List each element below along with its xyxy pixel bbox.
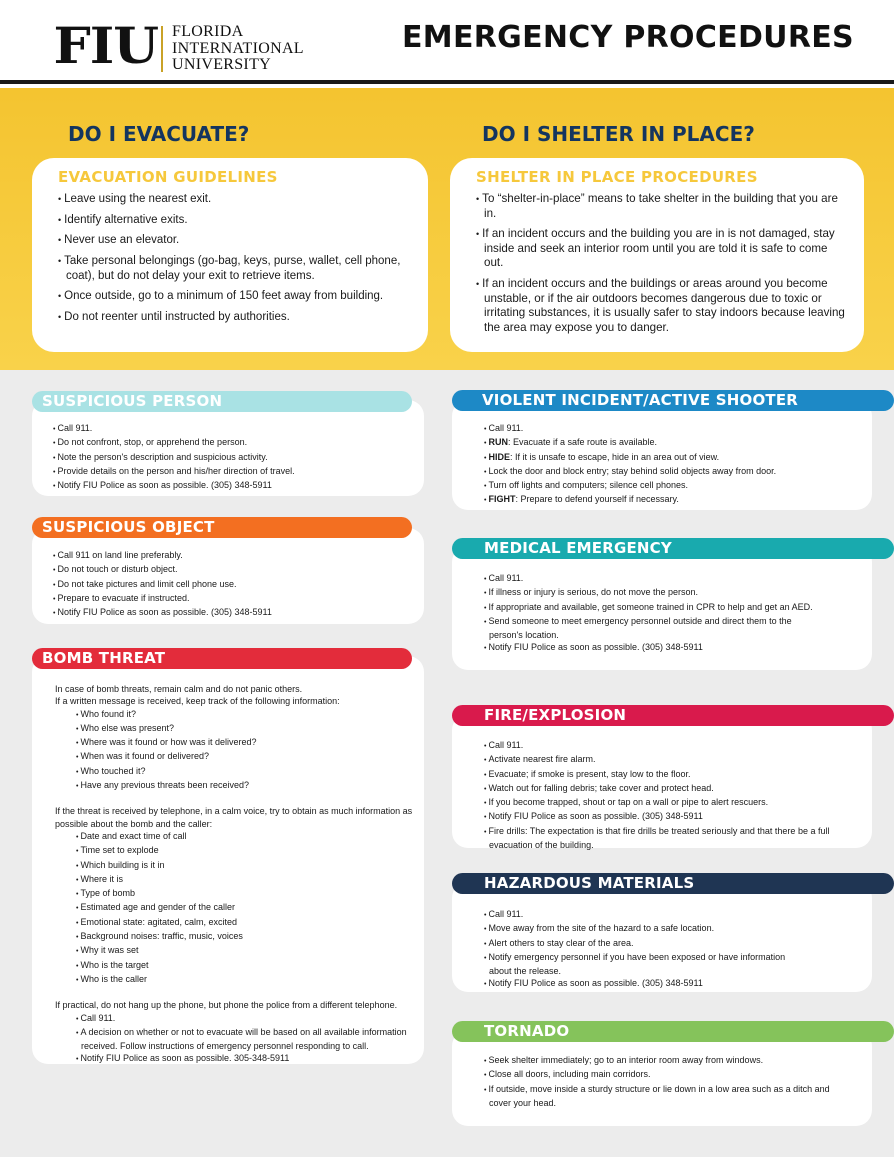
bomb-threat-practical-list	[55, 1012, 415, 1067]
violent-incident-header: VIOLENT INCIDENT/ACTIVE SHOOTER	[452, 390, 894, 411]
logo-line-3: UNIVERSITY	[172, 56, 271, 73]
list-item: • Close all doors, including main corridors.	[484, 1068, 854, 1082]
list-item: • Take personal belongings (go-bag, keys, purse, wallet, cell phone, coat), but do not delay your exit to retrieve items.	[58, 254, 414, 283]
fiu-logo: FIU	[53, 16, 158, 75]
list-item: • Who is the caller	[55, 973, 415, 987]
list-item: • Seek shelter immediately; go to an interior room away from windows.	[484, 1054, 854, 1068]
violent-incident-list	[484, 422, 864, 508]
list-item: • Type of bomb	[55, 887, 415, 901]
university-name	[172, 24, 304, 74]
bomb-threat-written-intro: If a written message is received, keep track of the following information:	[55, 696, 340, 707]
shelter-procedures-title: SHELTER IN PLACE PROCEDURES	[476, 168, 758, 186]
list-item: • Notify FIU Police as soon as possible. 305-348-5911	[55, 1052, 415, 1066]
list-item: • When was it found or delivered?	[55, 750, 415, 764]
list-item: • Estimated age and gender of the caller	[55, 901, 415, 915]
bomb-threat-phone-intro: If the threat is received by telephone, in a calm voice, try to obtain as much information as possible about the bomb and the caller:	[55, 806, 413, 829]
list-item	[484, 436, 864, 450]
list-item: • Move away from the site of the hazard to a safe location.	[484, 922, 804, 936]
violent-incident-body	[484, 422, 864, 508]
list-item: • Call 911 on land line preferably.	[53, 549, 413, 563]
list-item: • If appropriate and available, get someone trained in CPR to help and get an AED.	[484, 601, 824, 615]
list-item: • If you become trapped, shout or tap on a wall or pipe to alert rescuers.	[484, 796, 834, 810]
suspicious-object-header: SUSPICIOUS OBJECT	[32, 517, 412, 538]
suspicious-object-list	[53, 549, 413, 620]
list-item: • Where was it found or how was it delivered?	[55, 736, 415, 750]
list-item: • Who else was present?	[55, 722, 415, 736]
page-header	[0, 0, 894, 84]
list-item: • If illness or injury is serious, do not move the person.	[484, 586, 824, 600]
logo-line-1: FLORIDA	[172, 23, 244, 40]
bomb-threat-practical-intro: If practical, do not hang up the phone, but phone the police from a different telephone.	[55, 1000, 398, 1011]
list-item: • Do not touch or disturb object.	[53, 563, 413, 577]
list-item: • Once outside, go to a minimum of 150 feet away from building.	[58, 289, 414, 304]
list-item: • Activate nearest fire alarm.	[484, 753, 834, 767]
list-item: • Notify FIU Police as soon as possible. (305) 348-5911	[53, 606, 413, 620]
list-item: • Turn off lights and computers; silence cell phones.	[484, 479, 864, 493]
list-item: • Which building is it in	[55, 859, 415, 873]
list-item: • Do not confront, stop, or apprehend the person.	[53, 436, 413, 450]
document-title: EMERGENCY PROCEDURES	[402, 20, 854, 55]
list-item: • Time set to explode	[55, 844, 415, 858]
shelter-procedures-card	[450, 158, 864, 352]
bomb-threat-written-list	[55, 708, 415, 794]
list-item: • If an incident occurs and the building you are in is not damaged, stay inside and seek an interior room until you are told it is safe to come out.	[476, 227, 850, 271]
list-item: • Notify FIU Police as soon as possible. (305) 348-5911	[53, 479, 413, 493]
list-item: • Notify emergency personnel if you have been exposed or have information about the release.	[484, 951, 804, 978]
fight-label: FIGHT	[488, 494, 516, 505]
fire-explosion-header: FIRE/EXPLOSION	[452, 705, 894, 726]
list-item: • Call 911.	[484, 739, 834, 753]
bomb-threat-header: BOMB THREAT	[32, 648, 412, 669]
list-item: • Lock the door and block entry; stay behind solid objects away from door.	[484, 465, 864, 479]
fight-text: : Prepare to defend yourself if necessary.	[515, 494, 679, 505]
list-item: • Call 911.	[53, 422, 413, 436]
suspicious-person-list	[53, 422, 413, 493]
list-item: • Background noises: traffic, music, voices	[55, 930, 415, 944]
fire-explosion-list	[484, 739, 834, 851]
hazardous-materials-list	[484, 908, 804, 992]
list-item: • Call 911.	[55, 1012, 415, 1026]
medical-emergency-body	[484, 572, 824, 656]
list-item: • Who found it?	[55, 708, 415, 722]
list-item: • Notify FIU Police as soon as possible. (305) 348-5911	[484, 977, 804, 991]
tornado-body	[484, 1054, 854, 1109]
evacuation-guidelines-card	[32, 158, 428, 352]
hazardous-materials-body	[484, 908, 804, 992]
list-item: • Why it was set	[55, 944, 415, 958]
list-item: • Emotional state: agitated, calm, excited	[55, 916, 415, 930]
list-item: • Send someone to meet emergency personnel outside and direct them to the person's location.	[484, 615, 824, 642]
suspicious-person-body	[53, 422, 413, 493]
list-item: • Evacuate; if smoke is present, stay low to the floor.	[484, 768, 834, 782]
list-item: • Call 911.	[484, 572, 824, 586]
bomb-threat-intro: In case of bomb threats, remain calm and do not panic others.	[55, 684, 303, 694]
list-item: • Where it is	[55, 873, 415, 887]
run-text: : Evacuate if a safe route is available.	[507, 437, 658, 448]
tornado-list	[484, 1054, 854, 1109]
list-item: • Notify FIU Police as soon as possible. (305) 348-5911	[484, 810, 834, 824]
list-item	[484, 451, 864, 465]
list-item	[484, 493, 864, 507]
list-item: • If outside, move inside a sturdy structure or lie down in a low area such as a ditch and cover your head.	[484, 1083, 854, 1110]
suspicious-person-header: SUSPICIOUS PERSON	[32, 391, 412, 412]
list-item: • A decision on whether or not to evacuate will be based on all available information received. Follow instructions of emergency personnel responding to call.	[55, 1026, 415, 1053]
hide-text: : If it is unsafe to escape, hide in an area out of view.	[509, 451, 720, 462]
list-item: • Identify alternative exits.	[58, 213, 414, 228]
list-item: • Do not reenter until instructed by authorities.	[58, 310, 414, 325]
list-item: • Fire drills: The expectation is that fire drills be treated seriously and that there be a full evacuation of the building.	[484, 825, 834, 852]
list-item: • Never use an elevator.	[58, 233, 414, 248]
list-item: • If an incident occurs and the buildings or areas around you become unstable, or if the air outdoors becomes dangerous due to toxic or irritating substances, it is usually safer to stay indoors because leaving the area may expose you to danger.	[476, 277, 850, 335]
list-item: • Call 911.	[484, 908, 804, 922]
logo-divider	[161, 26, 163, 72]
evacuation-guidelines-list	[58, 192, 414, 324]
list-item: • Leave using the nearest exit.	[58, 192, 414, 207]
list-item: • Watch out for falling debris; take cover and protect head.	[484, 782, 834, 796]
list-item: • Date and exact time of call	[55, 830, 415, 844]
run-label: RUN	[488, 437, 508, 448]
list-item: • To “shelter-in-place” means to take shelter in the building that you are in.	[476, 192, 850, 221]
evacuate-question: DO I EVACUATE?	[68, 122, 250, 146]
evacuation-guidelines-title: EVACUATION GUIDELINES	[58, 168, 278, 186]
list-item: • Call 911.	[484, 422, 864, 436]
list-item: • Prepare to evacuate if instructed.	[53, 592, 413, 606]
hide-label: HIDE	[488, 451, 510, 462]
fire-explosion-body	[484, 739, 834, 851]
list-item: • Note the person's description and suspicious activity.	[53, 451, 413, 465]
list-item: • Who touched it?	[55, 765, 415, 779]
list-item: • Provide details on the person and his/her direction of travel.	[53, 465, 413, 479]
list-item: • Do not take pictures and limit cell phone use.	[53, 578, 413, 592]
shelter-procedures-list	[476, 192, 850, 335]
shelter-question: DO I SHELTER IN PLACE?	[482, 122, 755, 146]
medical-emergency-list	[484, 572, 824, 656]
list-item: • Notify FIU Police as soon as possible. (305) 348-5911	[484, 641, 824, 655]
list-item: • Alert others to stay clear of the area.	[484, 937, 804, 951]
list-item: • Who is the target	[55, 959, 415, 973]
list-item: • Have any previous threats been received?	[55, 779, 415, 793]
suspicious-object-body	[53, 549, 413, 620]
medical-emergency-header: MEDICAL EMERGENCY	[452, 538, 894, 559]
logo-line-2: INTERNATIONAL	[172, 39, 304, 57]
hazardous-materials-header: HAZARDOUS MATERIALS	[452, 873, 894, 894]
bomb-threat-phone-list	[55, 830, 415, 987]
tornado-header: TORNADO	[452, 1021, 894, 1042]
bomb-threat-body	[55, 683, 415, 1067]
